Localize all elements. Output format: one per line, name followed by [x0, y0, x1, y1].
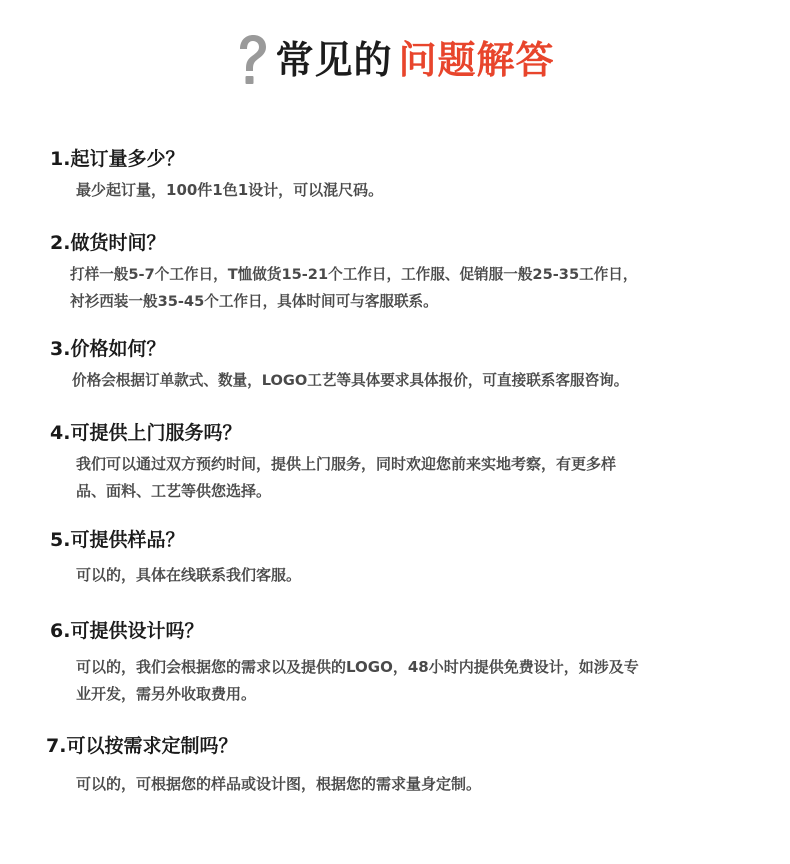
faq-answer-line: 最少起订量，100件1色1设计，可以混尺码。: [76, 181, 384, 199]
faq-answer-line: 可以的，可根据您的样品或设计图，根据您的需求量身定制。: [76, 775, 482, 793]
faq-question: 2.做货时间？: [50, 232, 166, 254]
faq-answer-line: 衬衫西装一般35-45个工作日，具体时间可与客服联系。: [70, 293, 438, 310]
question-mark-icon: [235, 32, 269, 88]
faq-answer: [70, 261, 782, 315]
title-red-part: 问题解答: [398, 38, 555, 82]
faq-answer-line: 打样一般5-7个工作日，T恤做货15-21个工作日，工作服、促销服一般25-35工作日，: [70, 266, 638, 283]
faq-answer-line: 我们可以通过双方预约时间，提供上门服务，同时欢迎您前来实地考察，有更多样: [76, 455, 617, 473]
faq-answer: [76, 771, 780, 798]
faq-answer: [76, 562, 780, 589]
page-title: [235, 32, 554, 88]
title-black-part: 常见的: [275, 38, 393, 82]
faq-answer: [76, 654, 780, 708]
faq-answer-line: 品、面料、工艺等供您选择。: [76, 482, 272, 500]
faq-answer-line: 可以的，我们会根据您的需求以及提供的LOGO，48小时内提供免费设计，如涉及专: [76, 658, 639, 676]
faq-question: 3.价格如何？: [50, 338, 166, 360]
faq-question: 6.可提供设计吗？: [50, 620, 204, 642]
faq-answer: [72, 367, 784, 394]
faq-question: 5.可提供样品？: [50, 529, 185, 551]
faq-question: 1.起订量多少？: [50, 148, 185, 170]
faq-question: 4.可提供上门服务吗？: [50, 422, 242, 444]
faq-question: 7.可以按需求定制吗？: [46, 735, 238, 757]
faq-answer-line: 业开发，需另外收取费用。: [76, 685, 257, 703]
faq-answer: [76, 177, 780, 204]
page-header: [0, 28, 790, 92]
faq-answer-line: 价格会根据订单款式、数量，LOGO工艺等具体要求具体报价，可直接联系客服咨询。: [72, 372, 629, 389]
faq-answer-line: 可以的，具体在线联系我们客服。: [76, 566, 302, 584]
faq-answer: [76, 451, 780, 505]
